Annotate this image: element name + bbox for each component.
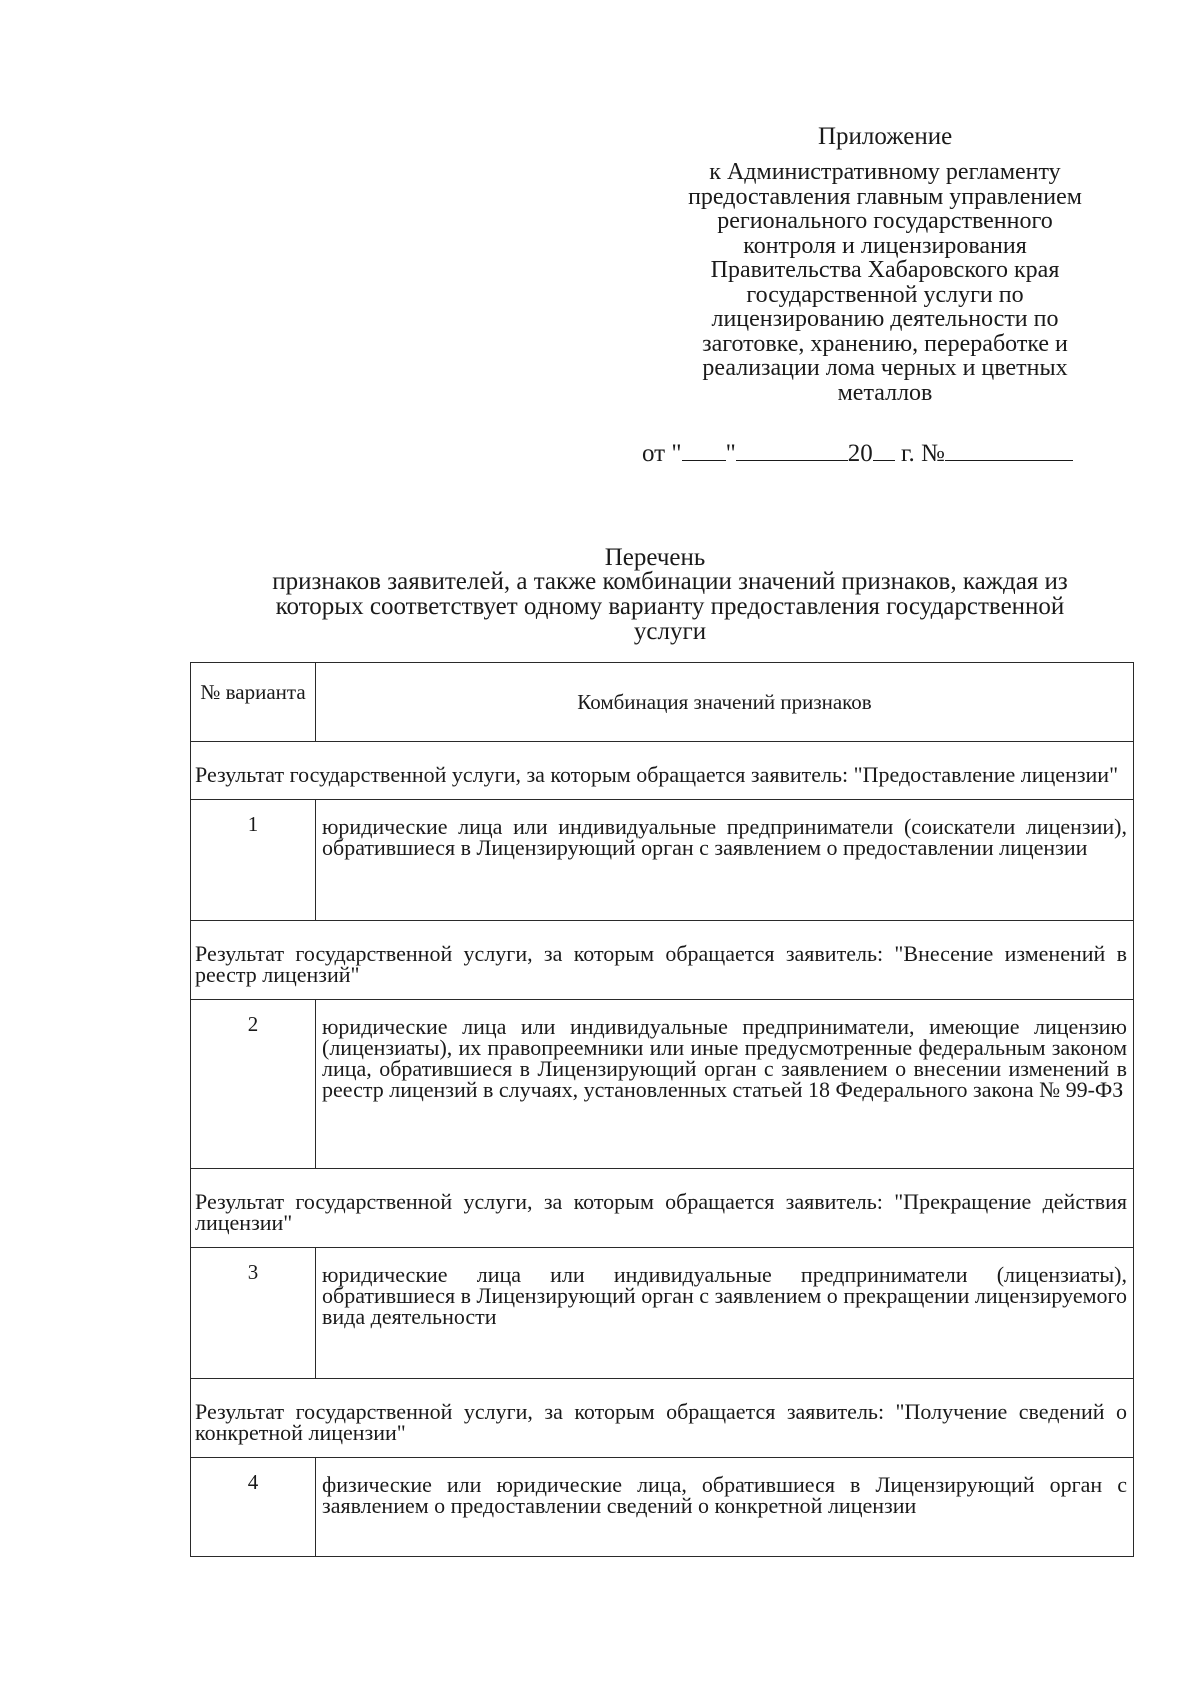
- year-blank: [873, 438, 895, 461]
- variants-table: [190, 662, 1134, 1557]
- table-row: [191, 1379, 1134, 1458]
- document-title: Перечень: [604, 544, 706, 571]
- appendix-line: контроля и лицензирования: [743, 232, 1027, 259]
- header-variant-number: № варианта: [191, 663, 316, 742]
- table-row: [191, 800, 1134, 921]
- combination-cell: юридические лица или индивидуальные предприниматели (соискатели лицензии), обратившиеся в Лицензирующий орган с заявлением о предоставлении лицензии: [316, 800, 1134, 921]
- month-blank: [736, 438, 848, 461]
- appendix-line: металлов: [837, 379, 933, 406]
- combination-cell: физические или юридические лица, обратившиеся в Лицензирующий орган с заявлением о предоставлении сведений о конкретной лицензии: [316, 1458, 1134, 1557]
- document-subtitle: [210, 569, 1130, 644]
- table-row: [191, 1458, 1134, 1557]
- table-header-row: [191, 663, 1134, 742]
- subtitle-line: услуги: [633, 618, 707, 645]
- number-blank: [945, 438, 1073, 461]
- day-blank: [682, 438, 726, 461]
- appendix-line: Правительства Хабаровского края: [710, 257, 1060, 283]
- year-prefix: 20: [847, 440, 873, 467]
- variants-table-container: [190, 662, 1134, 1557]
- appendix-title: Приложение: [818, 123, 953, 150]
- result-cell: Результат государственной услуги, за которым обращается заявитель: "Внесение изменений в реестр лицензий": [191, 921, 1134, 1000]
- appendix-line: к Административному регламенту: [709, 159, 1061, 185]
- table-row: [191, 921, 1134, 1000]
- variant-number-cell: 1: [191, 800, 316, 921]
- appendix-date-line: [642, 438, 1073, 469]
- variant-number-cell: 2: [191, 1000, 316, 1169]
- subtitle-line: признаков заявителей, а также комбинации значений признаков, каждая из: [272, 568, 1068, 595]
- date-prefix: от ": [642, 440, 682, 467]
- subtitle-line: которых соответствует одному варианту предоставления государственной: [275, 593, 1065, 620]
- appendix-line: государственной услуги по: [746, 281, 1024, 308]
- combination-cell: юридические лица или индивидуальные предприниматели, имеющие лицензию (лицензиаты), их правопреемники или иные предусмотренные федеральным законом лица, обратившиеся в Лицензирующий орган с заявлением о внесении изменений в реестр лицензий в случаях, установленных статьей 18 Федерального закона № 99-ФЗ: [316, 1000, 1134, 1169]
- header-combination: Комбинация значений признаков: [316, 663, 1134, 742]
- variant-number-cell: 4: [191, 1458, 316, 1557]
- appendix-line: реализации лома черных и цветных: [702, 355, 1068, 381]
- table-row: [191, 1000, 1134, 1169]
- result-cell: Результат государственной услуги, за которым обращается заявитель: "Предоставление лицензии": [191, 742, 1134, 800]
- result-cell: Результат государственной услуги, за которым обращается заявитель: "Получение сведений о конкретной лицензии": [191, 1379, 1134, 1458]
- result-cell: Результат государственной услуги, за которым обращается заявитель: "Прекращение действия лицензии": [191, 1169, 1134, 1248]
- date-quote-close: ": [725, 440, 736, 467]
- appendix-text: [650, 160, 1120, 405]
- year-suffix: г. №: [894, 440, 945, 467]
- variant-number-cell: 3: [191, 1248, 316, 1379]
- appendix-line: предоставления главным управлением: [688, 183, 1082, 210]
- table-row: [191, 742, 1134, 800]
- combination-cell: юридические лица или индивидуальные предприниматели (лицензиаты), обратившиеся в Лицензирующий орган с заявлением о прекращении лицензируемого вида деятельности: [316, 1248, 1134, 1379]
- table-row: [191, 1169, 1134, 1248]
- appendix-line: заготовке, хранению, переработке и: [702, 330, 1068, 357]
- table-row: [191, 1248, 1134, 1379]
- appendix-line: регионального государственного: [717, 208, 1053, 234]
- appendix-line: лицензированию деятельности по: [711, 306, 1059, 332]
